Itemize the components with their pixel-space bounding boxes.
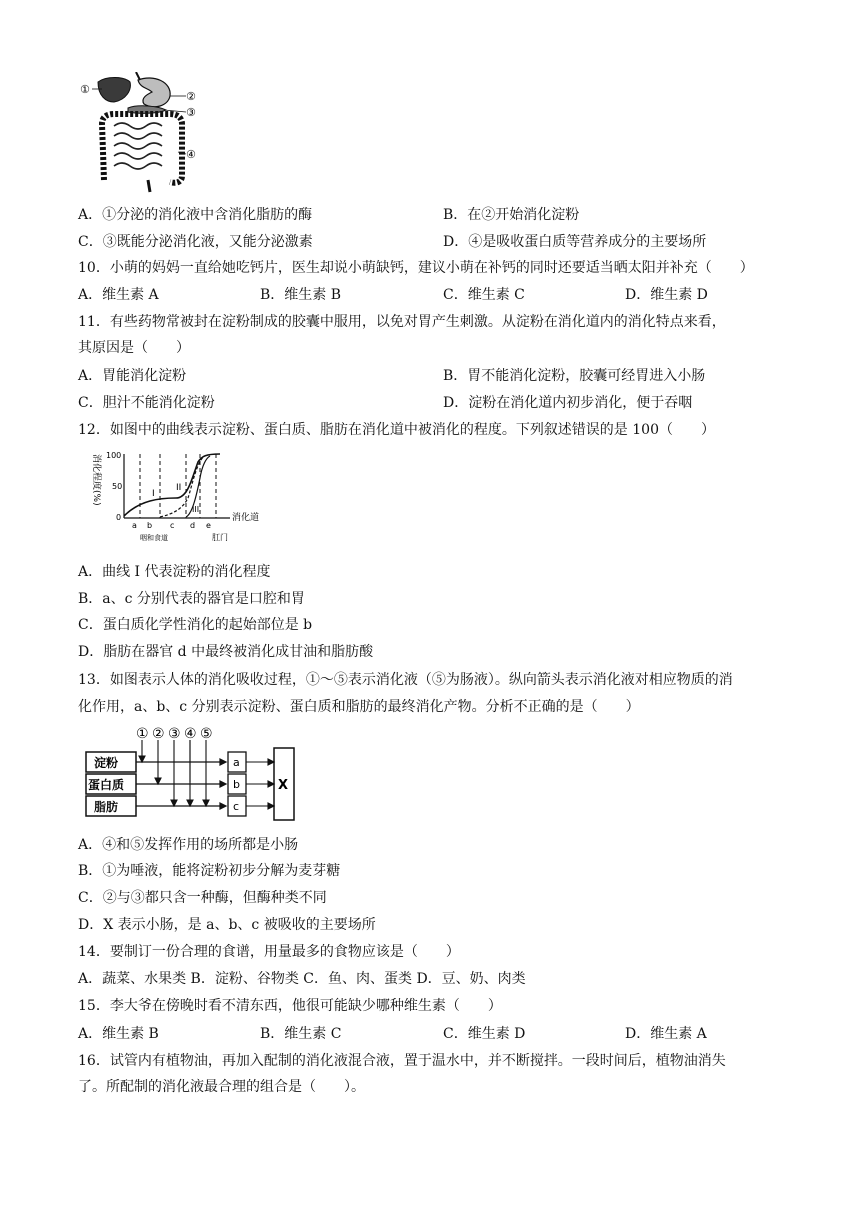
substance-protein: 蛋白质 [88,778,125,792]
q13-stem-line2: 化作用，a、b、c 分别表示淀粉、蛋白质和脂肪的最终消化产物。分析不正确的是（ ） [78,699,640,715]
curve-label-1: I [152,489,155,499]
q12-option-d: D．脂肪在器官 d 中最终被消化成甘油和脂肪酸 [78,644,374,660]
q9-option-b: B．在②开始消化淀粉 [443,207,580,223]
q14-options: A．蔬菜、水果类 B．淀粉、谷物类 C．鱼、肉、蛋类 D．豆、奶、肉类 [78,971,526,987]
q10-option-d: D．维生素 D [625,287,708,303]
q12-stem: 12．如图中的曲线表示淀粉、蛋白质、脂肪在消化道中被消化的程度。下列叙述错误的是 100（ ） [78,422,715,438]
digestion-curve-drawing [80,448,280,554]
fig-label-3: ③ [186,106,196,119]
q11-option-b: B．胃不能消化淀粉，胶囊可经胃进入小肠 [443,368,706,384]
q10-stem: 10．小萌的妈妈一直给她吃钙片，医生却说小萌缺钙，建议小萌在补钙的同时还要适当晒太阳并补充（ ） [78,260,754,276]
q15-option-a: A．维生素 B [78,1026,159,1042]
juice-label-4: ④ [184,726,197,742]
fig-label-1: ① [80,83,90,96]
y-tick-100: 100 [106,451,122,460]
substance-fat: 脂肪 [94,800,119,814]
curve-ylabel: 消化程度(%) [91,454,101,506]
juice-label-2: ② [152,726,165,742]
digestion-process-drawing [84,724,304,824]
digestion-process-figure [84,724,304,824]
q13-option-c: C．②与③都只含一种酶，但酶种类不同 [78,890,327,906]
q9-option-c: C．③既能分泌消化液，又能分泌激素 [78,234,313,250]
q11-stem-line2: 其原因是（ ） [78,340,190,356]
juice-label-1: ① [136,726,149,742]
q16-stem-line1: 16．试管内有植物油，再加入配制的消化液混合液，置于温水中，并不断搅拌。一段时间后，植物油消失 [78,1053,726,1069]
q10-option-c: C．维生素 C [443,287,525,303]
fig-label-4: ④ [186,148,196,161]
juice-label-3: ③ [168,726,181,742]
digestion-curve-figure [80,448,280,554]
x-tick-b: b [147,521,153,530]
q15-option-c: C．维生素 D [443,1026,526,1042]
q11-option-d: D．淀粉在消化道内初步消化，便于吞咽 [443,395,693,411]
product-c: c [233,800,240,813]
q11-option-c: C．胆汁不能消化淀粉 [78,395,215,411]
x-box-label: X [278,778,289,793]
q10-option-a: A．维生素 A [78,287,159,303]
q12-option-a: A．曲线 I 代表淀粉的消化程度 [78,564,271,580]
x-tick-e: e [206,521,211,530]
q15-option-b: B．维生素 C [260,1026,342,1042]
q13-option-b: B．①为唾液，能将淀粉初步分解为麦芽糖 [78,863,341,879]
q12-option-c: C．蛋白质化学性消化的起始部位是 b [78,617,313,633]
digestive-system-drawing [78,72,218,194]
product-b: b [233,778,240,791]
q13-stem-line1: 13．如图表示人体的消化吸收过程，①～⑤表示消化液（⑤为肠液）。纵向箭头表示消化液对相应物质的消 [78,672,733,688]
product-a: a [233,756,240,769]
q13-option-d: D．X 表示小肠，是 a、b、c 被吸收的主要场所 [78,917,376,933]
fig-label-2: ② [186,90,196,103]
q9-option-d: D．④是吸收蛋白质等营养成分的主要场所 [443,234,707,250]
y-tick-0: 0 [116,513,122,522]
q14-stem: 14．要制订一份合理的食谱，用量最多的食物应该是（ ） [78,944,460,960]
curve-label-3: III [192,505,200,514]
y-tick-50: 50 [112,482,123,491]
q13-option-a: A．④和⑤发挥作用的场所都是小肠 [78,837,299,853]
x-tick-c: c [170,521,175,530]
x-sublabel-e: 肛门 [212,533,228,542]
q10-option-b: B．维生素 B [260,287,342,303]
q9-option-a: A．①分泌的消化液中含消化脂肪的酶 [78,207,313,223]
juice-label-5: ⑤ [200,726,213,742]
x-tick-a: a [132,521,137,530]
q15-option-d: D．维生素 A [625,1026,707,1042]
x-axis-label: 消化道 [232,513,260,523]
q16-stem-line2: 了。所配制的消化液最合理的组合是（ ）。 [78,1079,365,1095]
x-sublabel-b: 咽和食道 [140,534,168,542]
q12-option-b: B．a、c 分别代表的器官是口腔和胃 [78,591,305,607]
digestive-system-figure [78,72,218,194]
substance-starch: 淀粉 [94,756,119,770]
q11-stem-line1: 11．有些药物常被封在淀粉制成的胶囊中服用，以免对胃产生刺激。从淀粉在消化道内的消化特点来看， [78,314,726,330]
q15-stem: 15．李大爷在傍晚时看不清东西，他很可能缺少哪种维生素（ ） [78,998,502,1014]
curve-label-2: II [176,483,182,493]
q11-option-a: A．胃能消化淀粉 [78,368,187,384]
x-tick-d: d [190,521,196,530]
